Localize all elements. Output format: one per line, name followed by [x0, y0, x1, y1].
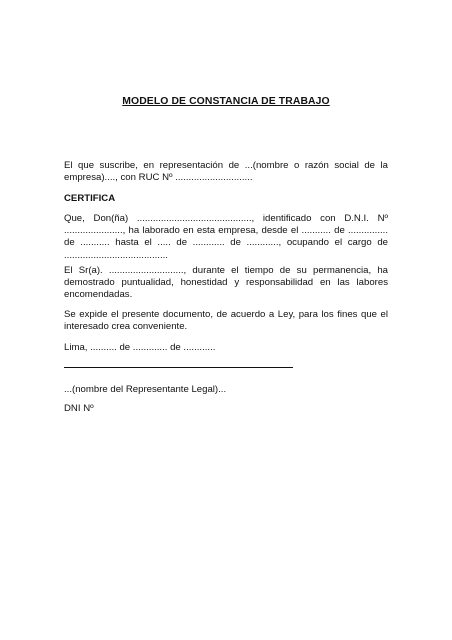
intro-paragraph: El que suscribe, en representación de ...(nombre o razón social de la empresa)...., con RUC Nº .............................	[64, 160, 388, 184]
signer-dni: DNI Nº	[64, 403, 94, 414]
certifica-paragraph: Que, Don(ña) ..........................................., identificado con D.N.I. Nº ......................, ha laborado en esta empresa, desde el ........... de ............... de ........... hasta el ..... de ............ de ............, ocupando el cargo de .......................................	[64, 213, 388, 261]
place-date-line: Lima, .......... de ............. de ............	[64, 342, 216, 353]
purpose-paragraph: Se expide el presente documento, de acuerdo a Ley, para los fines que el interesado crea conveniente.	[64, 309, 388, 333]
certifica-heading: CERTIFICA	[64, 193, 116, 204]
signature-line	[64, 367, 293, 368]
document-title: MODELO DE CONSTANCIA DE TRABAJO	[122, 96, 330, 107]
performance-paragraph: El Sr(a). ............................, durante el tiempo de su permanencia, ha demostrado puntualidad, honestidad y responsabilidad en las labores encomendadas.	[64, 265, 388, 301]
signer-name: ...(nombre del Representante Legal)...	[64, 384, 227, 395]
